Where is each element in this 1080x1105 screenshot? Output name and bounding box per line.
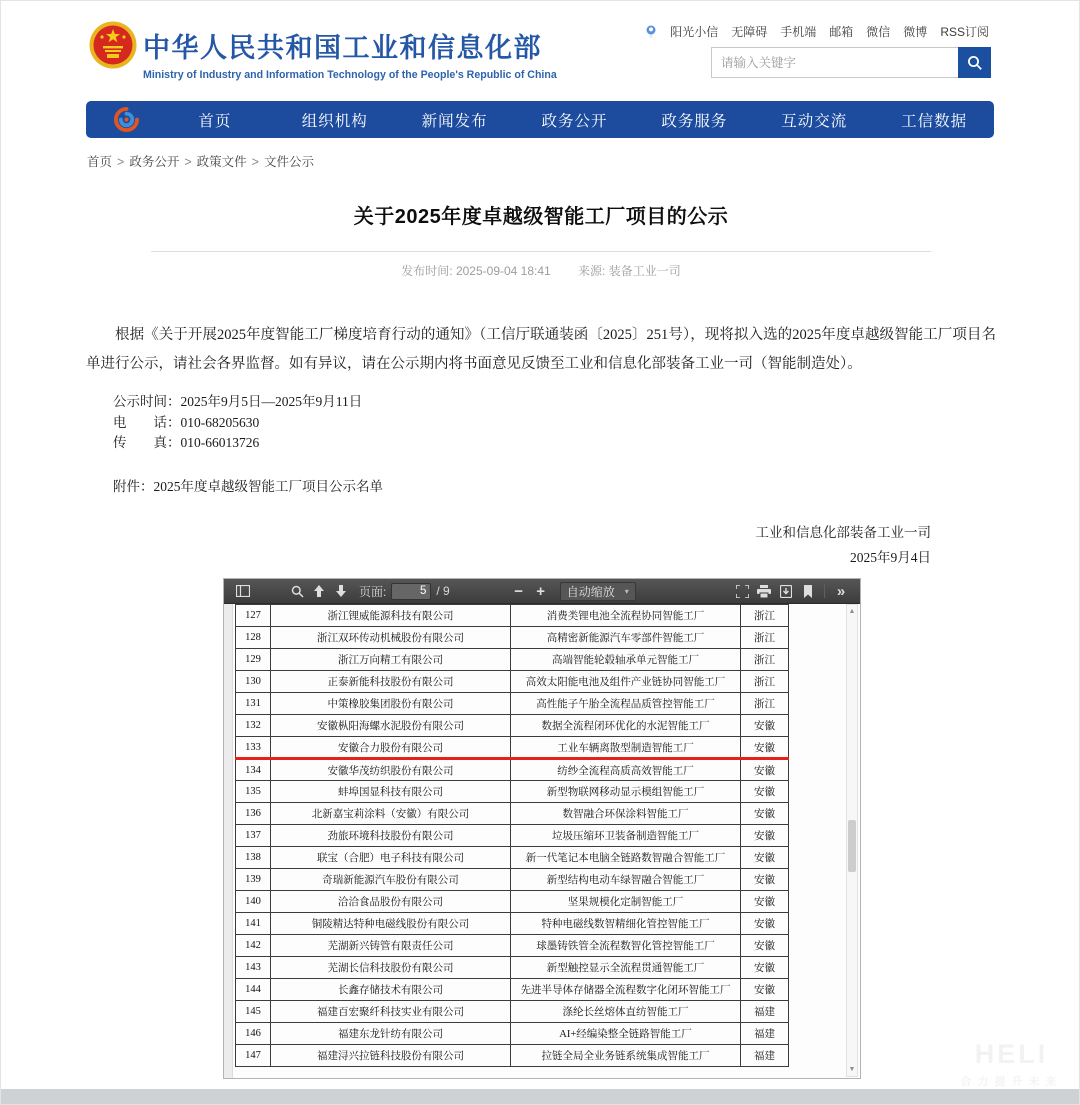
chevron-down-icon: ▾ [624,586,629,596]
fax-line: 传 真：010-66013726 [113,435,260,450]
project-cell: AI+经编染整全链路智能工厂 [511,1023,741,1045]
company-cell: 浙江双环传动机械股份有限公司 [271,627,511,649]
row-number-cell: 139 [236,869,271,891]
project-cell: 消费类锂电池全流程协同智能工厂 [511,605,741,627]
download-button[interactable] [775,581,797,602]
row-number-cell: 143 [236,957,271,979]
miit-swirl-icon [114,107,139,132]
row-number-cell: 130 [236,671,271,693]
company-cell: 联宝（合肥）电子科技有限公司 [271,847,511,869]
pdf-page-view [224,604,860,1078]
nav-items [155,109,994,131]
pdf-viewer [223,578,861,1079]
project-cell: 数智融合环保涂料智能工厂 [511,803,741,825]
sidebar-icon [236,585,250,597]
table-row [236,693,789,715]
breadcrumb-doc-publicity[interactable]: 文件公示 [263,155,314,169]
row-number-cell: 129 [236,649,271,671]
article [86,200,996,566]
search-icon [291,585,304,598]
site-subtitle: Ministry of Industry and Information Technology of the People's Republic of China [143,69,557,81]
table-row [236,847,789,869]
bookmark-icon [803,585,813,598]
project-cell: 高性能子午胎全流程品质管控智能工厂 [511,693,741,715]
project-cell: 垃圾压缩环卫装备制造智能工厂 [511,825,741,847]
toolbar-divider [824,584,825,598]
site-title-block [143,26,557,81]
table-row [236,825,789,847]
page-number-input[interactable] [391,583,431,600]
project-cell: 纺纱全流程高质高效智能工厂 [511,759,741,781]
page-total: / 9 [436,584,450,598]
zoom-mode-select[interactable] [560,582,636,601]
row-number-cell: 133 [236,737,271,759]
attachment-line: 附件：2025年度卓越级智能工厂项目公示名单 [113,478,383,494]
printer-icon [757,585,771,598]
table-row [236,1045,789,1067]
province-cell: 安徽 [741,803,789,825]
table-row [236,869,789,891]
pdf-table-body [236,605,789,1067]
top-link-accessibility[interactable]: 无障碍 [731,25,768,39]
page-label: 页面: [359,584,387,599]
breadcrumb-separator: > [184,155,192,169]
print-button[interactable] [753,581,775,602]
project-cell: 工业车辆离散型制造智能工厂 [511,737,741,759]
province-cell: 安徽 [741,913,789,935]
row-number-cell: 134 [236,759,271,781]
province-cell: 安徽 [741,869,789,891]
company-cell: 浙江锂威能源科技有限公司 [271,605,511,627]
zoom-mode-value: 自动缩放 [566,584,615,599]
project-cell: 先进半导体存储器全流程数字化闭环智能工厂 [511,979,741,1001]
scrollbar-thumb[interactable] [848,820,856,872]
breadcrumb-separator: > [117,155,125,169]
company-cell: 福建浔兴拉链科技股份有限公司 [271,1045,511,1067]
nav-item-home[interactable]: 首页 [198,112,232,130]
project-cell: 涤纶长丝熔体直纺智能工厂 [511,1001,741,1023]
signature: 工业和信息化部装备工业一司 [755,524,931,540]
table-row [236,737,789,759]
nav-item-gov-services[interactable]: 政务服务 [661,112,728,130]
find-button[interactable] [286,581,308,602]
row-number-cell: 135 [236,781,271,803]
table-row [236,913,789,935]
breadcrumb-home[interactable]: 首页 [87,155,113,169]
company-cell: 劲旅环境科技股份有限公司 [271,825,511,847]
nav-item-interaction[interactable]: 互动交流 [781,112,848,130]
table-row [236,649,789,671]
province-cell: 安徽 [741,979,789,1001]
nav-item-organization[interactable]: 组织机构 [301,112,368,130]
row-number-cell: 141 [236,913,271,935]
table-row [236,1023,789,1045]
company-cell: 奇瑞新能源汽车股份有限公司 [271,869,511,891]
presentation-mode-button[interactable] [731,581,753,602]
article-paragraph: 根据《关于开展2025年度智能工厂梯度培育行动的通知》（工信厅联通装函〔2025〕251号），现将拟入选的2025年度卓越级智能工厂项目名单进行公示，请社会各界监督。如有异议，请在公示期内将书面意见反馈至工业和信息化部装备工业一司（智能制造处）。 [86,327,996,372]
nav-item-gov-disclosure[interactable]: 政务公开 [541,112,608,130]
company-cell: 浙江万向精工有限公司 [271,649,511,671]
pdf-toolbar [224,579,860,604]
table-row [236,605,789,627]
company-cell: 蚌埠国显科技有限公司 [271,781,511,803]
project-cell: 数据全流程闭环优化的水泥智能工厂 [511,715,741,737]
nav-item-miit-data[interactable]: 工信数据 [901,112,968,130]
sidebar-toggle-button[interactable] [232,581,254,602]
pdf-scrollbar[interactable] [846,604,858,1077]
table-row [236,781,789,803]
project-cell: 新型触控显示全流程贯通智能工厂 [511,957,741,979]
province-cell: 浙江 [741,693,789,715]
scroll-up-icon[interactable]: ▲ [848,608,856,615]
article-info-lines [86,392,996,454]
province-cell: 安徽 [741,715,789,737]
breadcrumb-gov-disclosure[interactable]: 政务公开 [129,155,180,169]
project-cell: 坚果规模化定制智能工厂 [511,891,741,913]
mascot-icon [645,25,657,39]
row-number-cell: 146 [236,1023,271,1045]
row-number-cell: 140 [236,891,271,913]
province-cell: 福建 [741,1001,789,1023]
company-cell: 北新嘉宝莉涂料（安徽）有限公司 [271,803,511,825]
table-row [236,935,789,957]
site-title: 中华人民共和国工业和信息化部 [143,33,542,63]
table-row [236,627,789,649]
fullscreen-icon [736,585,749,598]
row-number-cell: 136 [236,803,271,825]
top-link-mobile[interactable]: 手机端 [780,25,817,39]
national-emblem-logo [89,21,137,69]
company-cell: 芜湖新兴铸管有限责任公司 [271,935,511,957]
table-row [236,1001,789,1023]
search-input[interactable] [711,47,958,78]
search-icon [967,55,983,71]
project-cell: 高效太阳能电池及组件产业链协同智能工厂 [511,671,741,693]
province-cell: 安徽 [741,935,789,957]
province-cell: 安徽 [741,957,789,979]
project-cell: 新型结构电动车绿智融合智能工厂 [511,869,741,891]
phone-line: 电 话：010-68205630 [113,414,260,430]
bottom-strip [1,1089,1079,1104]
company-cell: 中策橡胶集团股份有限公司 [271,693,511,715]
scroll-down-icon[interactable]: ▼ [848,1066,856,1073]
project-cell: 新型物联网移动显示模组智能工厂 [511,781,741,803]
project-cell: 球墨铸铁管全流程数智化管控智能工厂 [511,935,741,957]
row-number-cell: 128 [236,627,271,649]
publish-time: 发布时间: 2025-09-04 18:41 [401,264,551,278]
signature-date: 2025年9月4日 [850,549,931,565]
province-cell: 安徽 [741,759,789,781]
company-cell: 长鑫存储技术有限公司 [271,979,511,1001]
breadcrumb [87,152,314,170]
next-page-button[interactable] [330,581,352,602]
arrow-down-icon [335,585,347,597]
project-cell: 拉链全局全业务链系统集成智能工厂 [511,1045,741,1067]
province-cell: 安徽 [741,847,789,869]
company-cell: 正泰新能科技股份有限公司 [271,671,511,693]
table-row [236,979,789,1001]
table-row [236,715,789,737]
row-number-cell: 142 [236,935,271,957]
top-link-sunshine[interactable]: 阳光小信 [670,25,719,39]
project-cell: 高端智能轮毂轴承单元智能工厂 [511,649,741,671]
table-row [236,957,789,979]
project-cell: 高精密新能源汽车零部件智能工厂 [511,627,741,649]
watermark-logo-text: HELI [974,1039,1049,1069]
province-cell: 安徽 [741,737,789,759]
company-cell: 安徽枞阳海螺水泥股份有限公司 [271,715,511,737]
top-link-mail[interactable]: 邮箱 [829,25,854,39]
company-cell: 芜湖长信科技股份有限公司 [271,957,511,979]
top-link-weibo[interactable]: 微博 [903,25,928,39]
province-cell: 浙江 [741,627,789,649]
province-cell: 安徽 [741,781,789,803]
download-icon [780,585,792,598]
province-cell: 福建 [741,1045,789,1067]
top-link-rss[interactable]: RSS订阅 [940,25,989,39]
province-cell: 福建 [741,1023,789,1045]
top-utility-links [645,23,989,40]
previous-page-button[interactable] [308,581,330,602]
pdf-page-edge [224,604,233,1078]
more-tools-button[interactable]: » [830,581,852,602]
company-cell: 洽洽食品股份有限公司 [271,891,511,913]
bookmark-button[interactable] [797,581,819,602]
article-meta [151,251,931,279]
province-cell: 浙江 [741,649,789,671]
row-number-cell: 131 [236,693,271,715]
company-cell: 安徽华茂纺织股份有限公司 [271,759,511,781]
project-cell: 特种电磁线数智精细化管控智能工厂 [511,913,741,935]
province-cell: 浙江 [741,605,789,627]
project-table [235,604,789,1067]
row-number-cell: 144 [236,979,271,1001]
company-cell: 福建百宏聚纤科技实业有限公司 [271,1001,511,1023]
company-cell: 铜陵精达特种电磁线股份有限公司 [271,913,511,935]
heli-watermark [939,1039,1080,1089]
toolbar-right-group [731,581,852,602]
breadcrumb-separator: > [251,155,259,169]
row-number-cell: 137 [236,825,271,847]
page-title: 关于2025年度卓越级智能工厂项目的公示 [353,206,729,228]
project-cell: 新一代笔记本电脑全链路数智融合智能工厂 [511,847,741,869]
province-cell: 安徽 [741,891,789,913]
row-number-cell: 138 [236,847,271,869]
breadcrumb-policy-docs[interactable]: 政策文件 [196,155,247,169]
top-link-wechat[interactable]: 微信 [866,25,891,39]
table-row [236,803,789,825]
row-number-cell: 127 [236,605,271,627]
search-button[interactable] [958,47,991,78]
nav-item-news[interactable]: 新闻发布 [421,112,488,130]
row-number-cell: 147 [236,1045,271,1067]
main-nav [86,101,994,138]
row-number-cell: 145 [236,1001,271,1023]
watermark-slogan: 合力提升未来 [960,1076,1063,1088]
table-row [236,891,789,913]
publicity-period-line: 公示时间：2025年9月5日—2025年9月11日 [113,394,363,409]
arrow-up-icon [313,585,325,597]
table-row [236,671,789,693]
company-cell: 福建东龙针纺有限公司 [271,1023,511,1045]
province-cell: 安徽 [741,825,789,847]
province-cell: 浙江 [741,671,789,693]
row-number-cell: 132 [236,715,271,737]
zoom-in-button[interactable]: + [530,581,552,602]
search-bar [711,47,991,78]
source: 来源: 装备工业一司 [578,264,681,278]
zoom-out-button[interactable]: − [508,581,530,602]
company-cell: 安徽合力股份有限公司 [271,737,511,759]
table-row [236,759,789,781]
